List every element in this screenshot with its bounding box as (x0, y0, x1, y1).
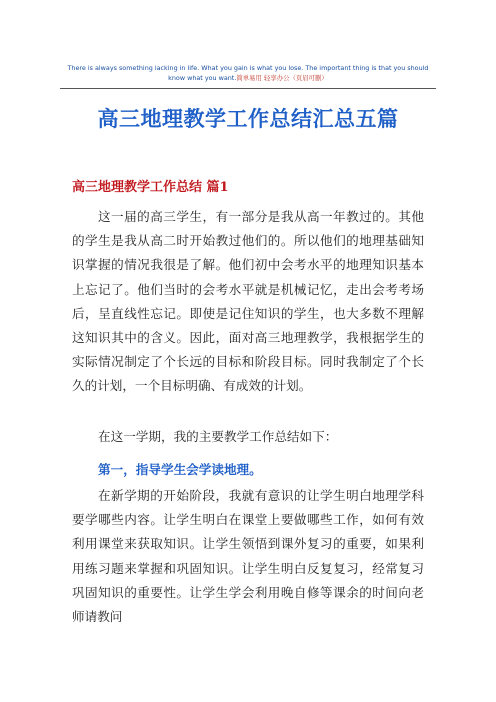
header-quote-end: know what you want. (168, 74, 237, 82)
header-quote-line1: There is always something lacking in life. What you gain is what you lose. The important thing is that you should (67, 64, 429, 72)
paragraph-3: 在新学期的开始阶段，我就有意识的让学生明白地理学科要学哪些内容。让学生明白在课堂上要做哪些工作，如何有效利用课堂来获取知识。让学生领悟到课外复习的重要，如果利用练习题来掌握和巩固知识。让学生明白反复复习，经常复习巩固知识的重要性。让学生学会利用晚自修等课余的时间向老师请教问 (72, 488, 424, 625)
header-divider (60, 88, 436, 89)
section-heading: 第一，指导学生会学读地理。 (98, 462, 262, 477)
header-note: 简单易用 轻享办公（页眉可删） (236, 74, 328, 82)
paragraph-2: 在这一学期，我的主要教学工作总结如下： (98, 429, 338, 444)
paragraph-1: 这一届的高三学生，有一部分是我从高一年教过的。其他的学生是我从高二时开始教过他们的。所以他们的地理基础知识掌握的情况我很是了解。他们初中会考水平的地理知识基本上忘记了。他们当时的会考水平就是机械记忆，走出会考考场后，呈直线性忘记。即使是记住知识的学生，也大多数不理解这知识其中的含义。因此，面对高三地理教学，我根据学生的实际情况制定了个长远的目标和阶段目标。同时我制定了个长久的计划，一个目标明确、有成效的计划。 (72, 209, 424, 394)
header-quote-line2 (60, 73, 436, 83)
page-header (60, 63, 436, 83)
article-subtitle: 高三地理教学工作总结 篇1 (72, 180, 229, 195)
document-title: 高三地理教学工作总结汇总五篇 (97, 106, 399, 131)
